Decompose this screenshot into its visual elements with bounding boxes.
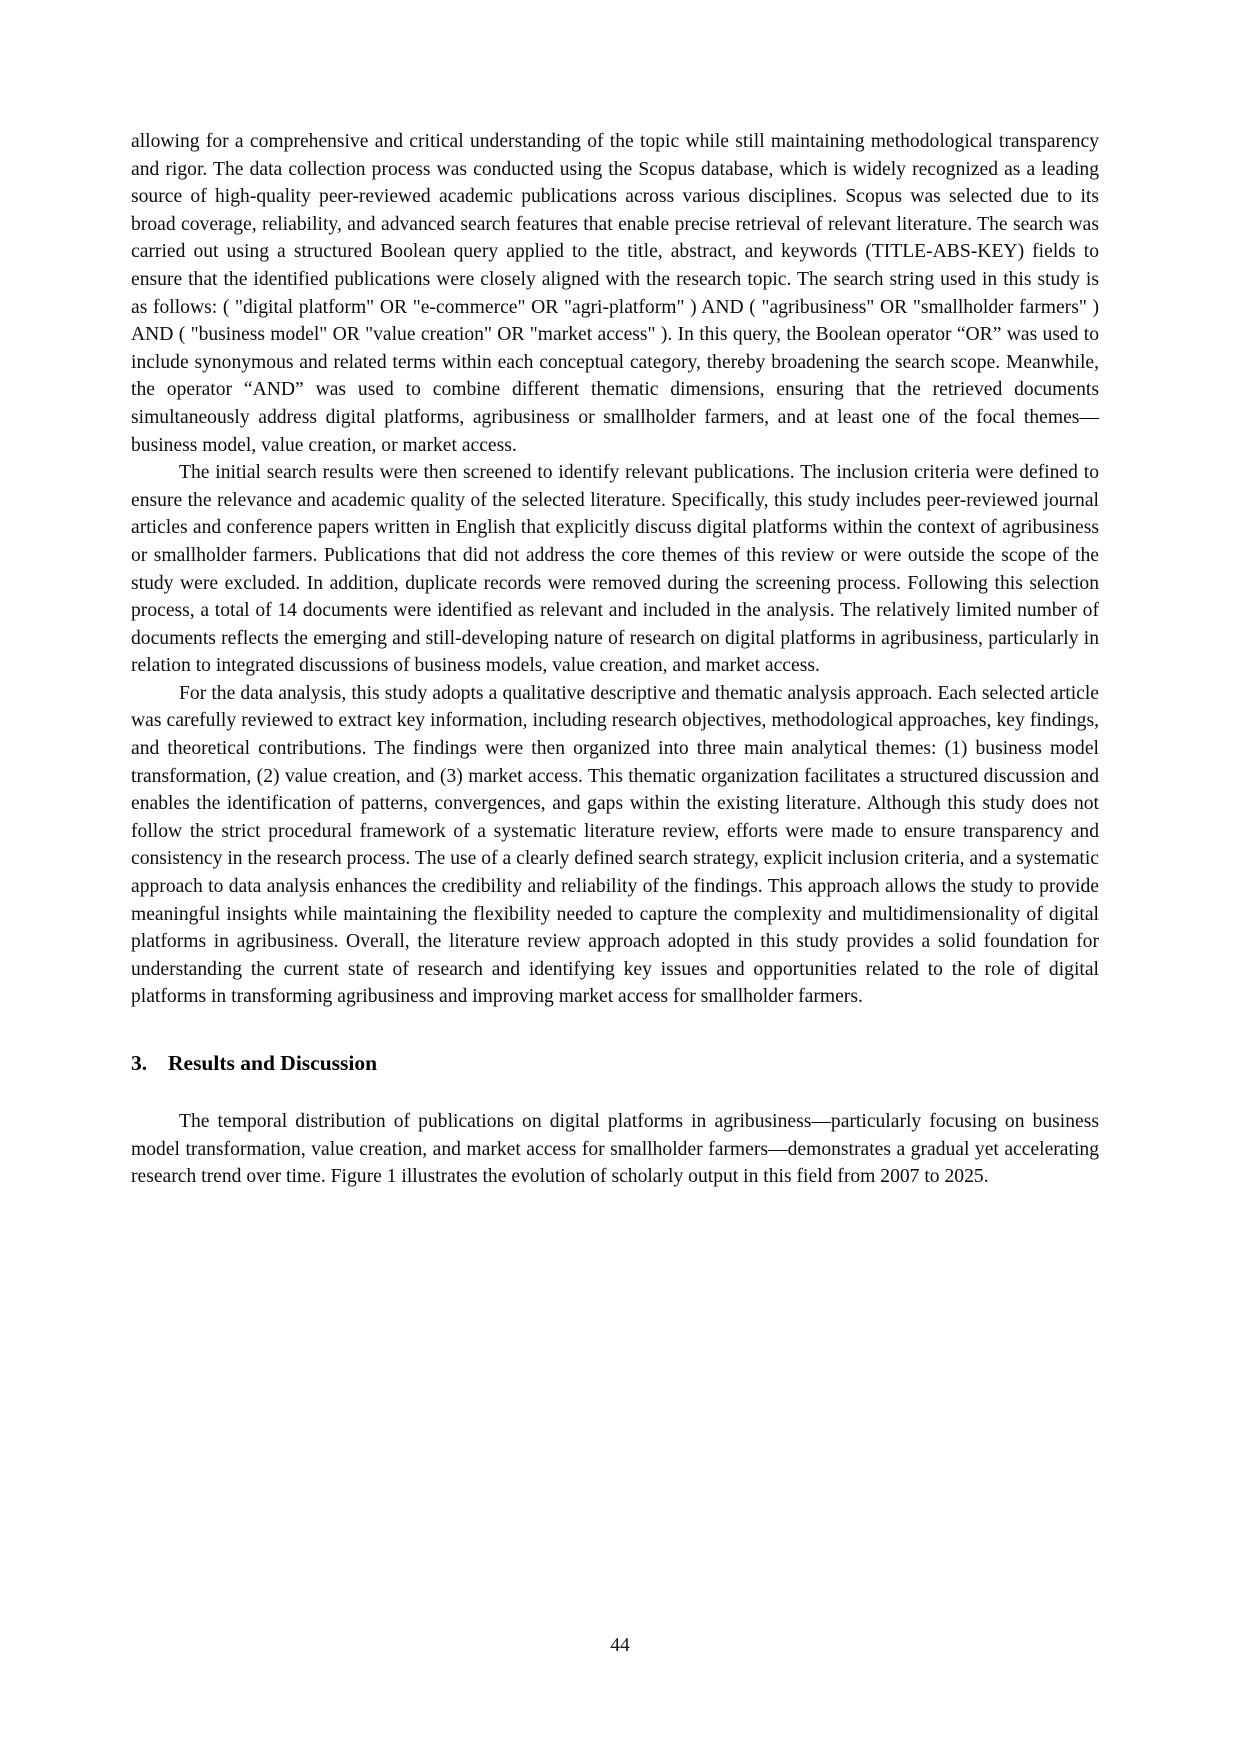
page-number: 44 (610, 1635, 630, 1656)
paragraph-screening-inclusion: The initial search results were then screened to identify relevant publications. The inclusion criteria were defined to ensure the relevance and academic quality of the selected literature. Specifically, this study includes peer-reviewed journal articles and conference papers written in English that explicitly discuss digital platforms within the context of agribusiness or smallholder farmers. Publications that did not address the core themes of this review or were outside the scope of the study were excluded. In addition, duplicate records were removed during the screening process. Following this selection process, a total of 14 documents were identified as relevant and included in the analysis. The relatively limited number of documents reflects the emerging and still-developing nature of research on digital platforms in agribusiness, particularly in relation to integrated discussions of business models, value creation, and market access. (131, 462, 1099, 677)
paragraph-temporal-distribution: The temporal distribution of publications on digital platforms in agribusiness—particularly focusing on business model transformation, value creation, and market access for smallholder farmers—demonstrates a gradual yet accelerating research trend over time. Figure 1 illustrates the evolution of scholarly output in this field from 2007 to 2025. (131, 1111, 1099, 1188)
section-heading (131, 1048, 377, 1078)
section-heading-title: Results and Discussion (168, 1051, 378, 1075)
section-heading-block (131, 1048, 1099, 1078)
paragraph-methodology-search: allowing for a comprehensive and critical understanding of the topic while still maintaining methodological transparency and rigor. The data collection process was conducted using the Scopus database, which is widely recognized as a leading source of high-quality peer-reviewed academic publications across various disciplines. Scopus was selected due to its broad coverage, reliability, and advanced search features that enable precise retrieval of relevant literature. The search was carried out using a structured Boolean query applied to the title, abstract, and keywords (TITLE-ABS-KEY) fields to ensure that the identified publications were closely aligned with the research topic. The search string used in this study is as follows: ( "digital platform" OR "e-commerce" OR "agri-platform" ) AND ( "agribusiness" OR "smallholder farmers" ) AND ( "business model" OR "value creation" OR "market access" ). In this query, the Boolean operator “OR” was used to include synonymous and related terms within each conceptual category, thereby broadening the search scope. Meanwhile, the operator “AND” was used to combine different thematic dimensions, ensuring that the retrieved documents simultaneously address digital platforms, agribusiness or smallholder farmers, and at least one of the focal themes—business model, value creation, or market access. (131, 131, 1099, 456)
paragraph-data-analysis: For the data analysis, this study adopts a qualitative descriptive and thematic analysis approach. Each selected article was carefully reviewed to extract key information, including research objectives, methodological approaches, key findings, and theoretical contributions. The findings were then organized into three main analytical themes: (1) business model transformation, (2) value creation, and (3) market access. This thematic organization facilitates a structured discussion and enables the identification of patterns, convergences, and gaps within the existing literature. Although this study does not follow the strict procedural framework of a systematic literature review, efforts were made to ensure transparency and consistency in the research process. The use of a clearly defined search strategy, explicit inclusion criteria, and a systematic approach to data analysis enhances the credibility and reliability of the findings. This approach allows the study to provide meaningful insights while maintaining the flexibility needed to capture the complexity and multidimensionality of digital platforms in agribusiness. Overall, the literature review approach adopted in this study provides a solid foundation for understanding the current state of research and identifying key issues and opportunities related to the role of digital platforms in transforming agribusiness and improving market access for smallholder farmers. (131, 682, 1099, 1008)
section-heading-number: 3. (131, 1051, 148, 1075)
page-content (131, 128, 1099, 1191)
